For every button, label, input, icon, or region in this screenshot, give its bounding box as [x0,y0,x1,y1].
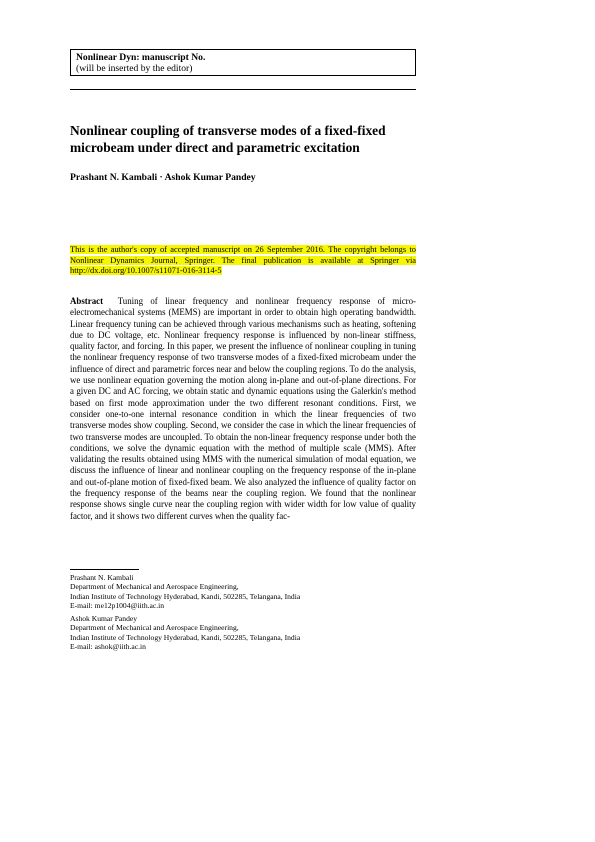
affiliation-block-2 [70,614,416,651]
abstract-label: Abstract [70,296,104,306]
journal-name: Nonlinear Dyn: manuscript No. [76,52,206,63]
copyright-notice [70,245,416,277]
affiliation-department: Department of Mechanical and Aerospace Engineering, [70,582,239,592]
affiliation-department: Department of Mechanical and Aerospace Engineering, [70,623,239,633]
affiliation-block-1 [70,573,416,610]
journal-header-box [70,49,416,76]
abstract-text: Tuning of linear frequency and nonlinear frequency response of micro-electromechanical systems (MEMS) are important in order to obtain high operating bandwidth. Linear frequency tuning can be achieved through various mechanisms such as heating, softening due to DC voltage, etc. Nonlinear frequency response is influenced by non-linear stiffness, quality factor, and forcing. In this paper, we present the influence of nonlinear coupling in tuning the nonlinear frequency response of two transverse modes of a fixed-fixed microbeam under the influence of direct and parametric forces near and below the coupling regions. To do the analysis, we use nonlinear equation governing the motion along in-plane and out-of-plane directions. For a given DC and AC forcing, we obtain static and dynamic equations using the Galerkin's method based on first mode approximation under the two different resonant conditions. First, we consider one-to-one internal resonance condition in which the linear frequencies of two transverse modes show coupling. Second, we consider the case in which the linear frequencies of two transverse modes are uncoupled. To obtain the non-linear frequency response under both the conditions, we solve the dynamic equation with the method of multiple scale (MMS). After validating the results obtained using MMS with the numerical simulation of modal equation, we discuss the influence of linear and nonlinear coupling on the frequency response of the in-plane and out-of-plane motion of fixed-fixed beam. We also analyzed the influence of quality factor on the frequency response of the beams near the coupling region. We found that the nonlinear response shows single curve near the coupling region with wider width for low value of quality factor, and it shows two different curves when the quality fac- [70,296,417,521]
header-rule [70,89,416,90]
affiliation-institute: Indian Institute of Technology Hyderabad, Kandi, 502285, Telangana, India [70,591,301,601]
abstract [70,296,416,522]
footnote-rule [70,569,139,570]
affiliation-institute: Indian Institute of Technology Hyderabad, Kandi, 502285, Telangana, India [70,632,301,642]
affiliation-email: E-mail: ashok@iith.ac.in [70,641,146,651]
editor-note: (will be inserted by the editor) [76,62,193,74]
affiliation-name: Prashant N. Kambali [70,573,134,582]
affiliation-name: Ashok Kumar Pandey [70,614,138,623]
author-list: Prashant N. Kambali · Ashok Kumar Pandey [70,172,256,183]
paper-title: Nonlinear coupling of transverse modes of a fixed-fixed microbeam under direct and parametric excitation [70,123,386,155]
copyright-notice-text: This is the author's copy of accepted manuscript on 26 September 2016. The copyright belongs to Nonlinear Dynamics Journal, Springer. The final publication is available at Springer via http://dx.doi.org/10.1007/s11071-016-3114-5 [70,245,416,275]
affiliation-email: E-mail: me12p1004@iith.ac.in [70,600,165,610]
